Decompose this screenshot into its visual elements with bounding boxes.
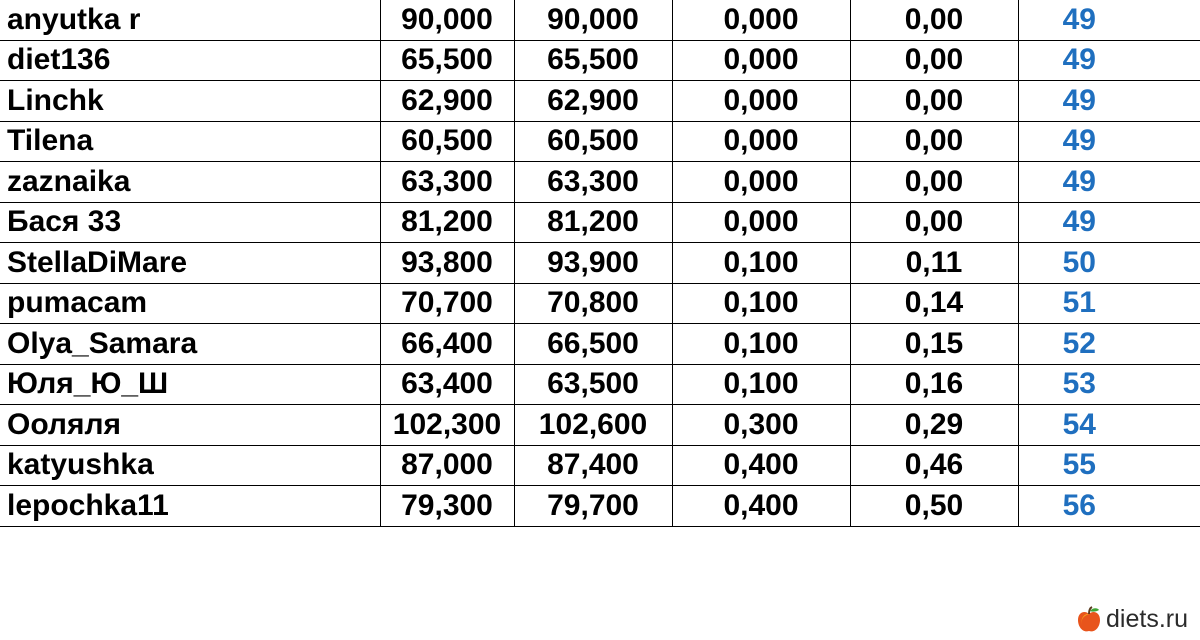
current-weight-cell: 79,700 (514, 486, 672, 527)
current-weight-cell: 63,300 (514, 162, 672, 203)
weight-change-cell: 0,000 (672, 162, 850, 203)
table-row (0, 40, 1200, 81)
table-row (0, 405, 1200, 446)
table-row (0, 324, 1200, 365)
weight-change-cell: 0,000 (672, 121, 850, 162)
place-cell: 49 (1018, 0, 1200, 40)
percent-change-cell: 0,16 (850, 364, 1018, 405)
percent-change-cell: 0,14 (850, 283, 1018, 324)
weight-change-cell: 0,000 (672, 202, 850, 243)
weight-change-cell: 0,100 (672, 364, 850, 405)
percent-change-cell: 0,00 (850, 40, 1018, 81)
table-row (0, 486, 1200, 527)
participant-name-cell: Tilena (0, 121, 380, 162)
place-cell: 54 (1018, 405, 1200, 446)
start-weight-cell: 102,300 (380, 405, 514, 446)
percent-change-cell: 0,00 (850, 0, 1018, 40)
current-weight-cell: 66,500 (514, 324, 672, 365)
start-weight-cell: 81,200 (380, 202, 514, 243)
table-row (0, 364, 1200, 405)
percent-change-cell: 0,46 (850, 445, 1018, 486)
place-cell: 55 (1018, 445, 1200, 486)
participant-name-cell: StellaDiMare (0, 243, 380, 284)
weight-change-cell: 0,100 (672, 324, 850, 365)
table-row (0, 162, 1200, 203)
weight-change-cell: 0,000 (672, 81, 850, 122)
participant-name-cell: Olya_Samara (0, 324, 380, 365)
table-row (0, 445, 1200, 486)
participant-name-cell: anyutka r (0, 0, 380, 40)
start-weight-cell: 65,500 (380, 40, 514, 81)
place-cell: 56 (1018, 486, 1200, 527)
start-weight-cell: 79,300 (380, 486, 514, 527)
percent-change-cell: 0,00 (850, 81, 1018, 122)
start-weight-cell: 63,300 (380, 162, 514, 203)
percent-change-cell: 0,15 (850, 324, 1018, 365)
participant-name-cell: Бася 33 (0, 202, 380, 243)
start-weight-cell: 87,000 (380, 445, 514, 486)
start-weight-cell: 70,700 (380, 283, 514, 324)
start-weight-cell: 60,500 (380, 121, 514, 162)
percent-change-cell: 0,00 (850, 121, 1018, 162)
place-cell: 49 (1018, 202, 1200, 243)
place-cell: 51 (1018, 283, 1200, 324)
current-weight-cell: 70,800 (514, 283, 672, 324)
percent-change-cell: 0,50 (850, 486, 1018, 527)
place-cell: 53 (1018, 364, 1200, 405)
percent-change-cell: 0,11 (850, 243, 1018, 284)
current-weight-cell: 62,900 (514, 81, 672, 122)
place-cell: 49 (1018, 162, 1200, 203)
place-cell: 52 (1018, 324, 1200, 365)
watermark-text: diets.ru (1106, 605, 1188, 633)
current-weight-cell: 63,500 (514, 364, 672, 405)
apple-icon (1076, 606, 1102, 634)
participant-name-cell: pumacam (0, 283, 380, 324)
table-row (0, 81, 1200, 122)
table-row (0, 243, 1200, 284)
place-cell: 49 (1018, 121, 1200, 162)
weight-change-cell: 0,100 (672, 243, 850, 284)
table-row (0, 121, 1200, 162)
participant-name-cell: Linchk (0, 81, 380, 122)
participant-name-cell: Юля_Ю_Ш (0, 364, 380, 405)
table-row (0, 202, 1200, 243)
site-watermark (1076, 605, 1188, 634)
participant-name-cell: lepochka11 (0, 486, 380, 527)
weight-change-cell: 0,000 (672, 40, 850, 81)
current-weight-cell: 102,600 (514, 405, 672, 446)
percent-change-cell: 0,00 (850, 202, 1018, 243)
place-cell: 49 (1018, 81, 1200, 122)
participant-name-cell: Ооляля (0, 405, 380, 446)
percent-change-cell: 0,29 (850, 405, 1018, 446)
table-row (0, 283, 1200, 324)
current-weight-cell: 60,500 (514, 121, 672, 162)
participant-name-cell: zaznaika (0, 162, 380, 203)
participant-name-cell: diet136 (0, 40, 380, 81)
weight-change-cell: 0,400 (672, 486, 850, 527)
weight-change-cell: 0,300 (672, 405, 850, 446)
current-weight-cell: 81,200 (514, 202, 672, 243)
place-cell: 49 (1018, 40, 1200, 81)
start-weight-cell: 93,800 (380, 243, 514, 284)
weight-change-cell: 0,000 (672, 0, 850, 40)
table-row (0, 0, 1200, 40)
current-weight-cell: 65,500 (514, 40, 672, 81)
weight-change-cell: 0,400 (672, 445, 850, 486)
percent-change-cell: 0,00 (850, 162, 1018, 203)
start-weight-cell: 90,000 (380, 0, 514, 40)
start-weight-cell: 62,900 (380, 81, 514, 122)
weight-change-cell: 0,100 (672, 283, 850, 324)
start-weight-cell: 66,400 (380, 324, 514, 365)
current-weight-cell: 90,000 (514, 0, 672, 40)
participant-name-cell: katyushka (0, 445, 380, 486)
current-weight-cell: 93,900 (514, 243, 672, 284)
start-weight-cell: 63,400 (380, 364, 514, 405)
place-cell: 50 (1018, 243, 1200, 284)
current-weight-cell: 87,400 (514, 445, 672, 486)
